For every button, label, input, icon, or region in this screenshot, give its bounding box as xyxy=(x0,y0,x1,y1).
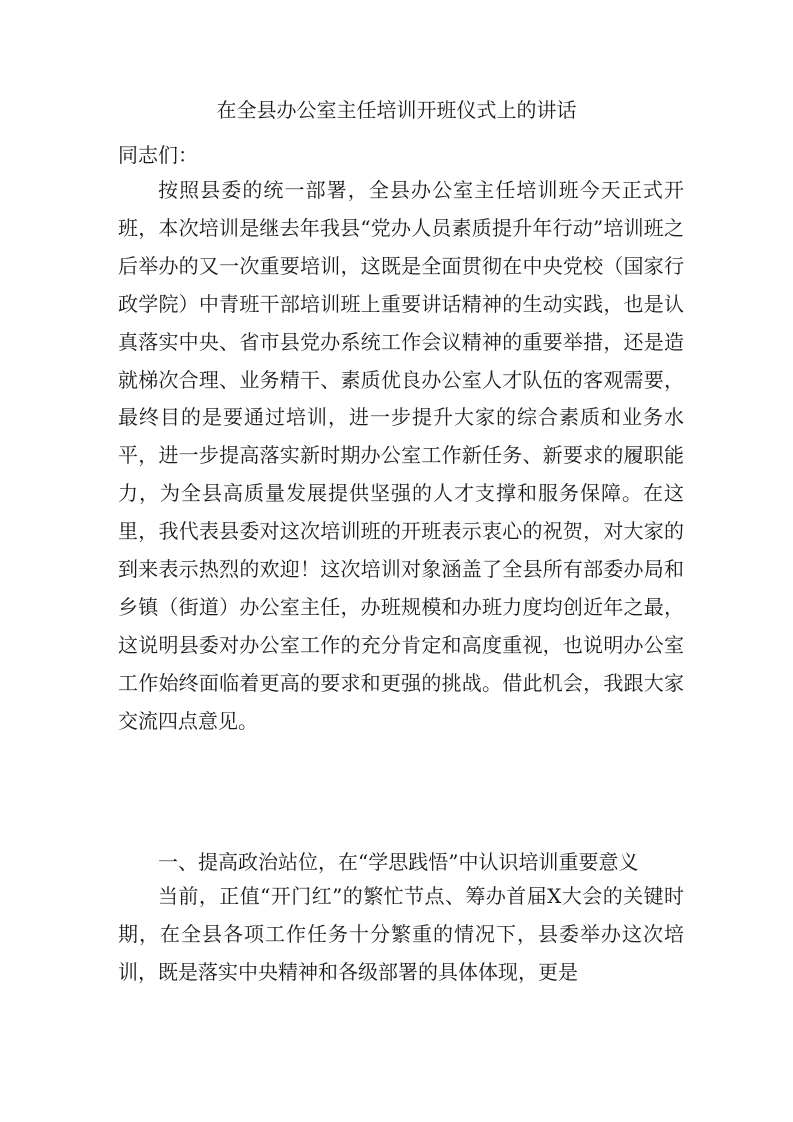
document-title: 在全县办公室主任培训开班仪式上的讲话 xyxy=(216,98,577,122)
body-paragraph: 按照县委的统一部署，全县办公室主任培训班今天正式开班，本次培训是继去年我县“党办人员素质提升年行动”培训班之后举办的又一次重要培训，这既是全面贯彻在中央党校（国家行政学院）中青班干部培训班上重要讲话精神的生动实践，也是认真落实中央、省市县党办系统工作会议精神的重要举措，还是造就梯次合理、业务精干、素质优良办公室人才队伍的客观需要，最终目的是要通过培训，进一步提升大家的综合素质和业务水平，进一步提高落实新时期办公室工作新任务、新要求的履职能力，为全县高质量发展提供坚强的人才支撑和服务保障。在这里，我代表县委对这次培训班的开班表示衷心的祝贺，对大家的到来表示热烈的欢迎！这次培训对象涵盖了全县所有部委办局和乡镇（街道）办公室主任，办班规模和办班力度均创近年之最，这说明县委对办公室工作的充分肯定和高度重视，也说明办公室工作始终面临着更高的要求和更强的挑战。借此机会，我跟大家交流四点意见。 xyxy=(118,178,684,733)
body-paragraph: 当前，正值“开门红”的繁忙节点、筹办首届X大会的关键时期，在全县各项工作任务十分繁重的情况下，县委举办这次培训，既是落实中央精神和各级部署的具体体现，更是 xyxy=(118,884,684,984)
salutation: 同志们： xyxy=(118,143,198,167)
section-heading: 一、提高政治站位，在“学思践悟”中认识培训重要意义 xyxy=(158,850,639,874)
